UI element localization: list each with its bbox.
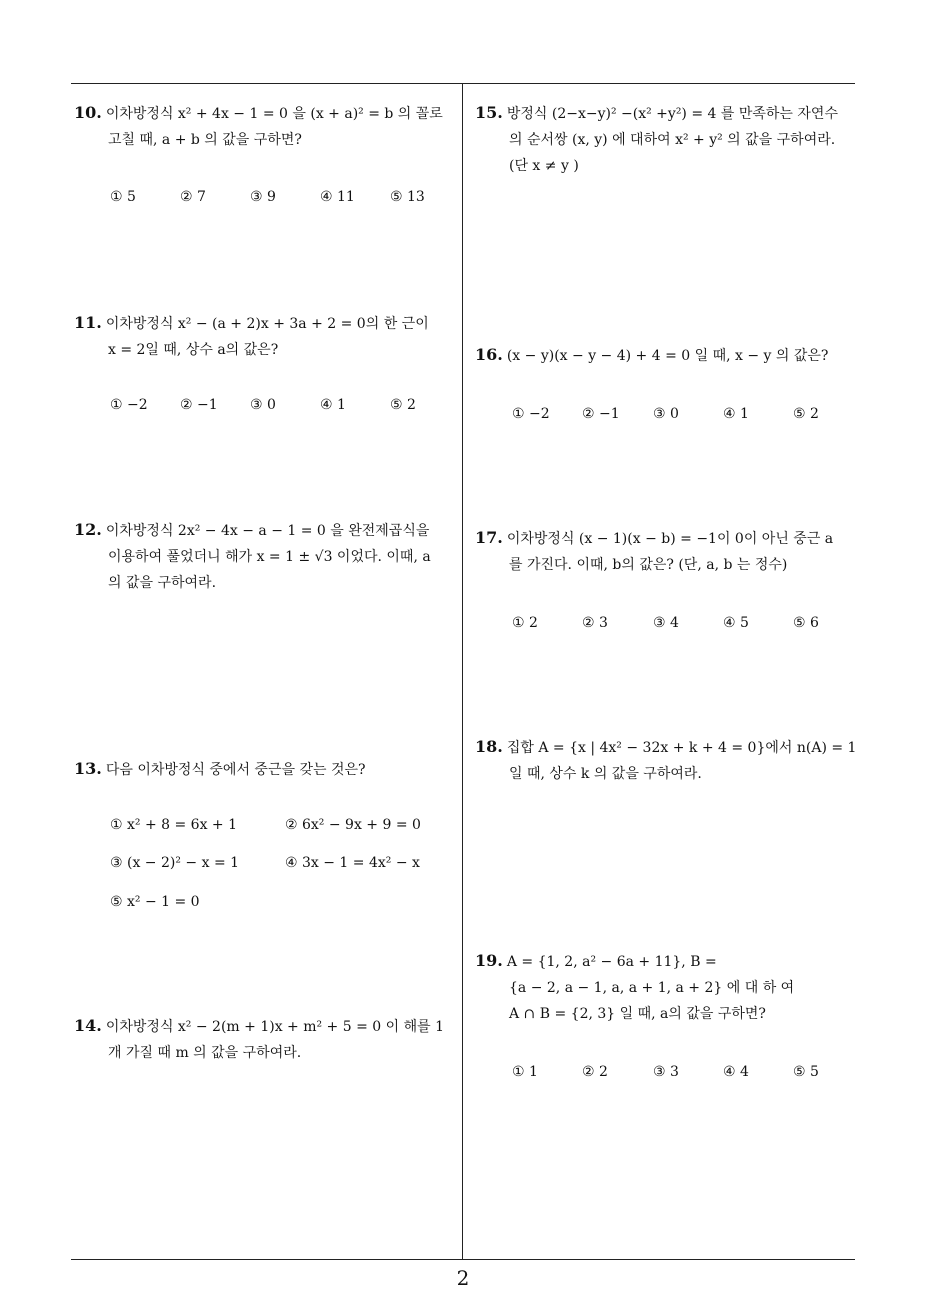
question-number: 18.: [475, 737, 503, 756]
question-text: A ∩ B = {2, 3} 일 때, a의 값을 구하면?: [509, 1006, 766, 1022]
top-rule: [71, 83, 855, 84]
choice[interactable]: ① −2: [512, 406, 550, 422]
choice[interactable]: ④ 4: [723, 1064, 749, 1080]
choice[interactable]: ① x² + 8 = 6x + 1: [110, 817, 238, 833]
choice[interactable]: ⑤ 13: [390, 189, 425, 205]
bottom-rule: [71, 1259, 855, 1260]
question-number: 14.: [74, 1016, 102, 1035]
choice[interactable]: ⑤ 2: [390, 397, 416, 413]
choice[interactable]: ③ 4: [653, 615, 679, 631]
question-text: 이차방정식 2x² − 4x − a − 1 = 0 을 완전제곱식을: [105, 523, 430, 539]
question-text: 이차방정식 x² − (a + 2)x + 3a + 2 = 0의 한 근이: [105, 316, 429, 332]
question-number: 11.: [74, 313, 102, 332]
question-text: 이차방정식 x² − 2(m + 1)x + m² + 5 = 0 이 해를 1: [105, 1019, 445, 1035]
question-11: [74, 310, 459, 363]
question-19: [475, 948, 860, 1027]
choice[interactable]: ② 2: [582, 1064, 608, 1080]
question-15: [475, 100, 860, 179]
choice[interactable]: ③ 0: [250, 397, 276, 413]
choice[interactable]: ⑤ 6: [793, 615, 819, 631]
choice[interactable]: ④ 1: [723, 406, 749, 422]
choice[interactable]: ③ 3: [653, 1064, 679, 1080]
question-text: 이용하여 풀었더니 해가 x = 1 ± √3 이었다. 이때, a: [108, 549, 431, 565]
question-text: 이차방정식 x² + 4x − 1 = 0 을 (x + a)² = b 의 꼴로: [105, 106, 443, 122]
question-number: 10.: [74, 103, 102, 122]
question-text: x = 2일 때, 상수 a의 값은?: [108, 342, 279, 358]
question-text: 의 값을 구하여라.: [108, 575, 217, 591]
question-18: [475, 734, 860, 787]
choice[interactable]: ② −1: [180, 397, 218, 413]
choice[interactable]: ① 2: [512, 615, 538, 631]
column-divider: [462, 83, 463, 1259]
choice[interactable]: ① 1: [512, 1064, 538, 1080]
question-text: 다음 이차방정식 중에서 중근을 갖는 것은?: [105, 762, 366, 778]
choice[interactable]: ④ 11: [320, 189, 355, 205]
choice[interactable]: ② 3: [582, 615, 608, 631]
question-text: 고칠 때, a + b 의 값을 구하면?: [108, 132, 302, 148]
choice[interactable]: ③ (x − 2)² − x = 1: [110, 855, 240, 871]
choice[interactable]: ⑤ 5: [793, 1064, 819, 1080]
question-13: [74, 756, 459, 783]
choice[interactable]: ② −1: [582, 406, 620, 422]
choice[interactable]: ① −2: [110, 397, 148, 413]
question-text: {a − 2, a − 1, a, a + 1, a + 2} 에 대 하 여: [509, 980, 795, 996]
choice[interactable]: ④ 1: [320, 397, 346, 413]
question-number: 19.: [475, 951, 503, 970]
question-text: 의 순서쌍 (x, y) 에 대하여 x² + y² 의 값을 구하여라.: [509, 132, 836, 148]
question-text: 를 가진다. 이때, b의 값은? (단, a, b 는 정수): [509, 557, 788, 573]
question-text: 개 가질 때 m 의 값을 구하여라.: [108, 1045, 302, 1061]
choice[interactable]: ② 7: [180, 189, 206, 205]
question-text: 이차방정식 (x − 1)(x − b) = −1이 0이 아닌 중근 a: [506, 531, 834, 547]
question-text: 방정식 (2−x−y)² −(x² +y²) = 4 를 만족하는 자연수: [506, 106, 838, 122]
page-number: 2: [456, 1266, 470, 1290]
question-number: 13.: [74, 759, 102, 778]
choice[interactable]: ⑤ 2: [793, 406, 819, 422]
question-text: (단 x ≠ y ): [509, 158, 579, 174]
question-number: 16.: [475, 345, 503, 364]
question-text: (x − y)(x − y − 4) + 4 = 0 일 때, x − y 의 값은?: [506, 348, 829, 364]
choice[interactable]: ④ 3x − 1 = 4x² − x: [285, 855, 420, 871]
question-number: 12.: [74, 520, 102, 539]
choice[interactable]: ② 6x² − 9x + 9 = 0: [285, 817, 421, 833]
question-text: A = {1, 2, a² − 6a + 11}, B =: [506, 954, 717, 970]
question-text: 집합 A = {x | 4x² − 32x + k + 4 = 0}에서 n(A) = 1: [506, 740, 857, 756]
question-12: [74, 517, 459, 596]
question-text: 일 때, 상수 k 의 값을 구하여라.: [509, 766, 702, 782]
choice[interactable]: ⑤ x² − 1 = 0: [110, 894, 200, 910]
choice[interactable]: ③ 0: [653, 406, 679, 422]
question-14: [74, 1013, 459, 1066]
question-16: [475, 342, 860, 369]
choice[interactable]: ④ 5: [723, 615, 749, 631]
question-10: [74, 100, 459, 153]
question-17: [475, 525, 860, 578]
choice[interactable]: ① 5: [110, 189, 136, 205]
choice[interactable]: ③ 9: [250, 189, 276, 205]
question-number: 15.: [475, 103, 503, 122]
question-number: 17.: [475, 528, 503, 547]
